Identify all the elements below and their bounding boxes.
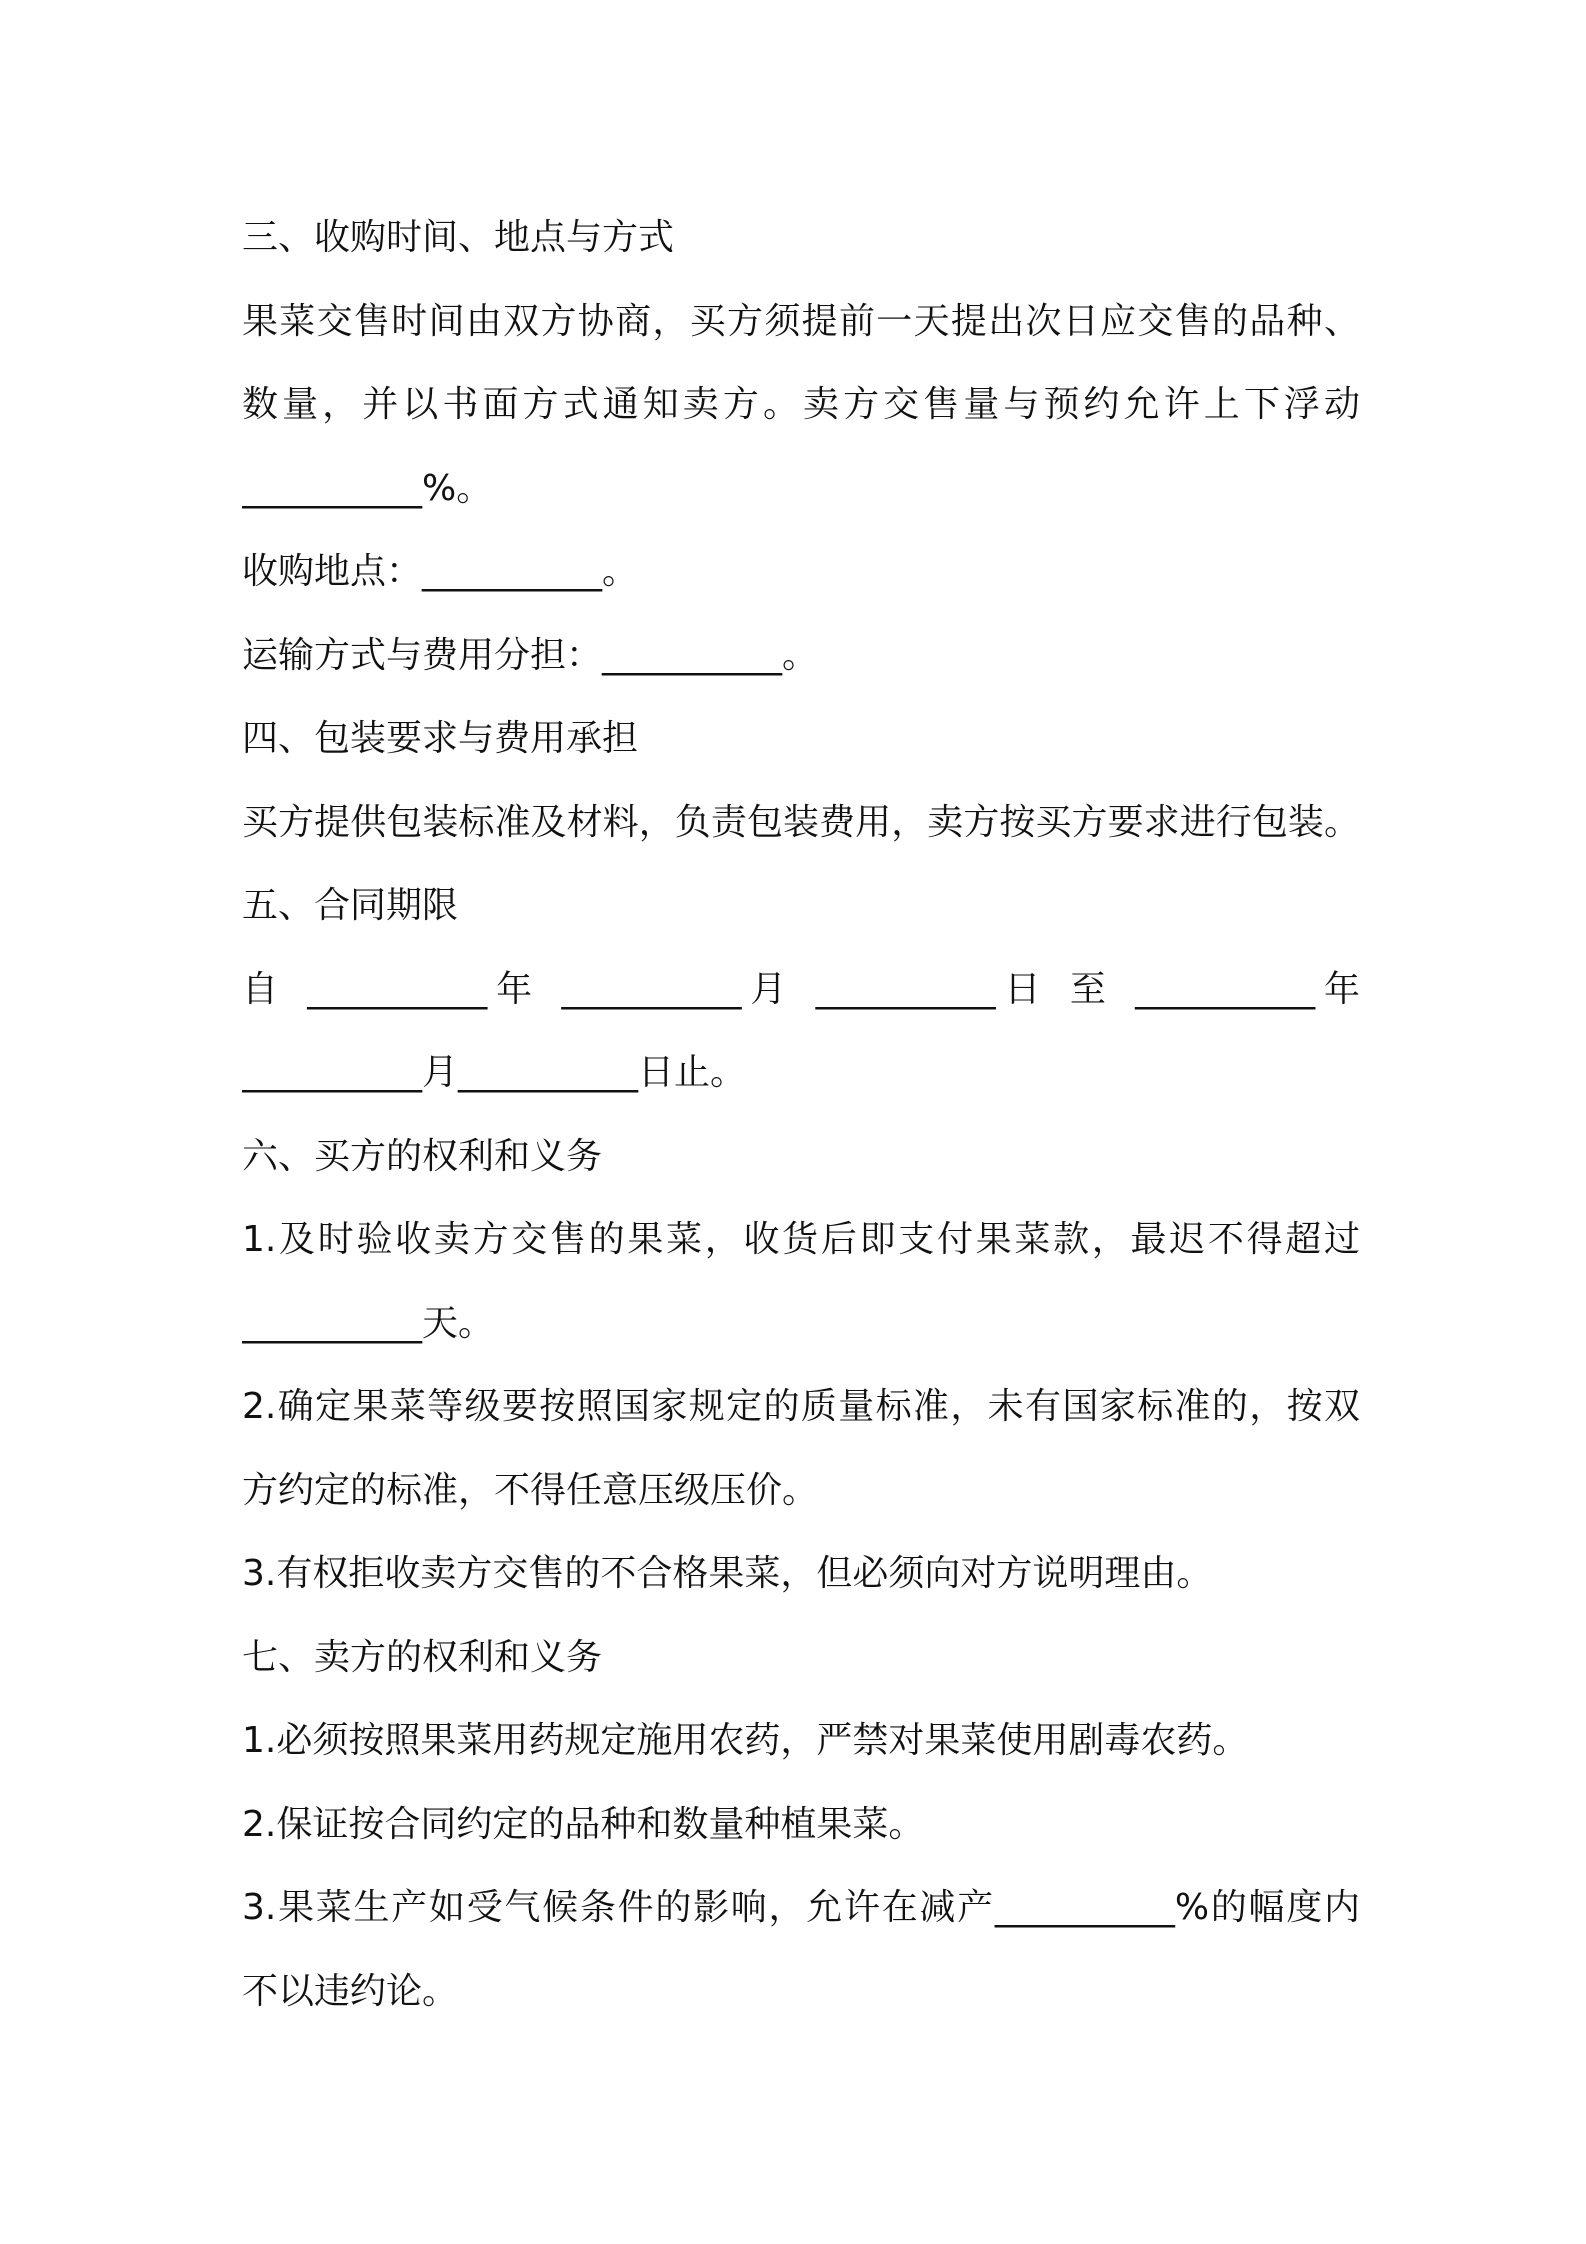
list-item: 1.必须按照果菜用药规定施用农药，严禁对果菜使用剧毒农药。 [242,1720,1249,1761]
section-heading-4: 四、包装要求与费用承担 [242,718,639,759]
list-item: 1.及时验收卖方交售的果菜，收货后即支付果菜款，最迟不得超过 [242,1219,1360,1260]
paragraph-line: 买方提供包装标准及材料，负责包装费用，卖方按买方要求进行包装。 [242,801,1360,843]
list-item: 不以违约论。 [242,1970,459,2012]
transport-cost-line: 运输方式与费用分担：__________。 [242,634,819,676]
paragraph-line: 果菜交售时间由双方协商，买方须提前一天提出次日应交售的品种、 [242,300,1360,342]
purchase-location-line: 收购地点：__________。 [242,551,639,592]
section-heading-6: 六、买方的权利和义务 [242,1135,603,1177]
list-item: __________天。 [242,1302,495,1344]
contract-text [242,196,1360,2033]
paragraph-line: __________%。 [242,467,493,509]
list-item: 方约定的标准，不得任意压级压价。 [242,1469,819,1511]
list-item: 2.确定果菜等级要按照国家规定的质量标准，未有国家标准的，按双 [242,1386,1360,1427]
section-heading-3: 三、收购时间、地点与方式 [242,217,675,258]
contract-period-line: 自 __________年 __________月 __________日 至 __________年 [242,968,1360,1010]
list-item: 3.果菜生产如受气候条件的影响，允许在减产__________%的幅度内 [242,1887,1360,1928]
list-item: 2.保证按合同约定的品种和数量种植果菜。 [242,1803,925,1845]
section-heading-5: 五、合同期限 [242,885,459,926]
paragraph-line: 数量，并以书面方式通知卖方。卖方交售量与预约允许上下浮动 [242,384,1360,425]
contract-period-line: __________月__________日止。 [242,1052,747,1093]
section-heading-7: 七、卖方的权利和义务 [242,1636,603,1678]
list-item: 3.有权拒收卖方交售的不合格果菜，但必须向对方说明理由。 [242,1553,1213,1594]
